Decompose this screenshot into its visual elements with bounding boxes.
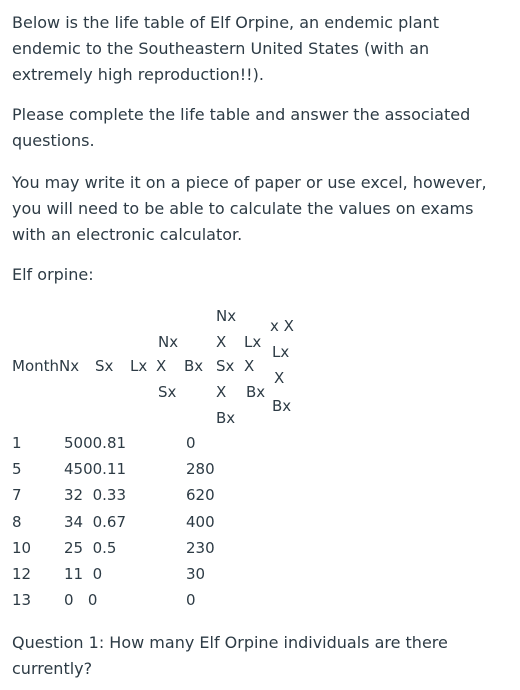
intro-paragraph: Below is the life table of Elf Orpine, an endemic plant endemic to the Southeastern United States (with an extremely high reproduction!!). [12,13,439,84]
header-col6-l1: Nx [216,307,237,325]
row-bx: 280 [186,460,215,478]
row-bx: 620 [186,486,215,504]
header-col7-l1: Lx [244,333,262,351]
header-month-nx: MonthNx [12,357,80,375]
header-col6-l4: X [216,383,227,401]
row-values: 4500.11 [64,460,127,478]
header-col7-l3: Bx [246,383,266,401]
row-month: 13 [12,591,32,609]
row-values: 11 0 [64,565,103,583]
instructions-paragraph: Please complete the life table and answer the associated questions. [12,105,471,150]
header-col6-l5: Bx [216,409,236,427]
header-sx: Sx [95,357,114,375]
row-month: 7 [12,486,22,504]
header-col8-l3: X [274,369,285,387]
header-col6-l3: Sx [216,357,235,375]
row-bx: 400 [186,513,215,531]
header-col7-l2: X [244,357,255,375]
row-month: 1 [12,434,22,452]
row-bx: 0 [186,591,196,609]
row-month: 5 [12,460,22,478]
question-1: Question 1: How many Elf Orpine individuals are there currently? [12,633,448,678]
header-lx: Lx [130,357,148,375]
table-label: Elf orpine: [12,265,94,284]
row-values: 32 0.33 [64,486,127,504]
row-bx: 230 [186,539,215,557]
header-nx-over-sx-top: Nx [158,333,179,351]
row-values: 34 0.67 [64,513,127,531]
row-bx: 0 [186,434,196,452]
header-col8-l2: Lx [272,343,290,361]
row-values: 5000.81 [64,434,127,452]
row-values: 25 0.5 [64,539,117,557]
row-month: 12 [12,565,32,583]
header-bx: Bx [184,357,204,375]
header-col8-l4: Bx [272,397,292,415]
note-paragraph: You may write it on a piece of paper or use excel, however, you will need to be able to calculate the values on exams with an electronic calculator. [12,173,487,244]
row-values: 0 0 [64,591,98,609]
header-x: X [156,357,167,375]
header-nx-over-sx-bottom: Sx [158,383,177,401]
header-col8-l1: x X [270,317,294,335]
header-col6-l2: X [216,333,227,351]
row-bx: 30 [186,565,206,583]
row-month: 8 [12,513,22,531]
row-month: 10 [12,539,32,557]
